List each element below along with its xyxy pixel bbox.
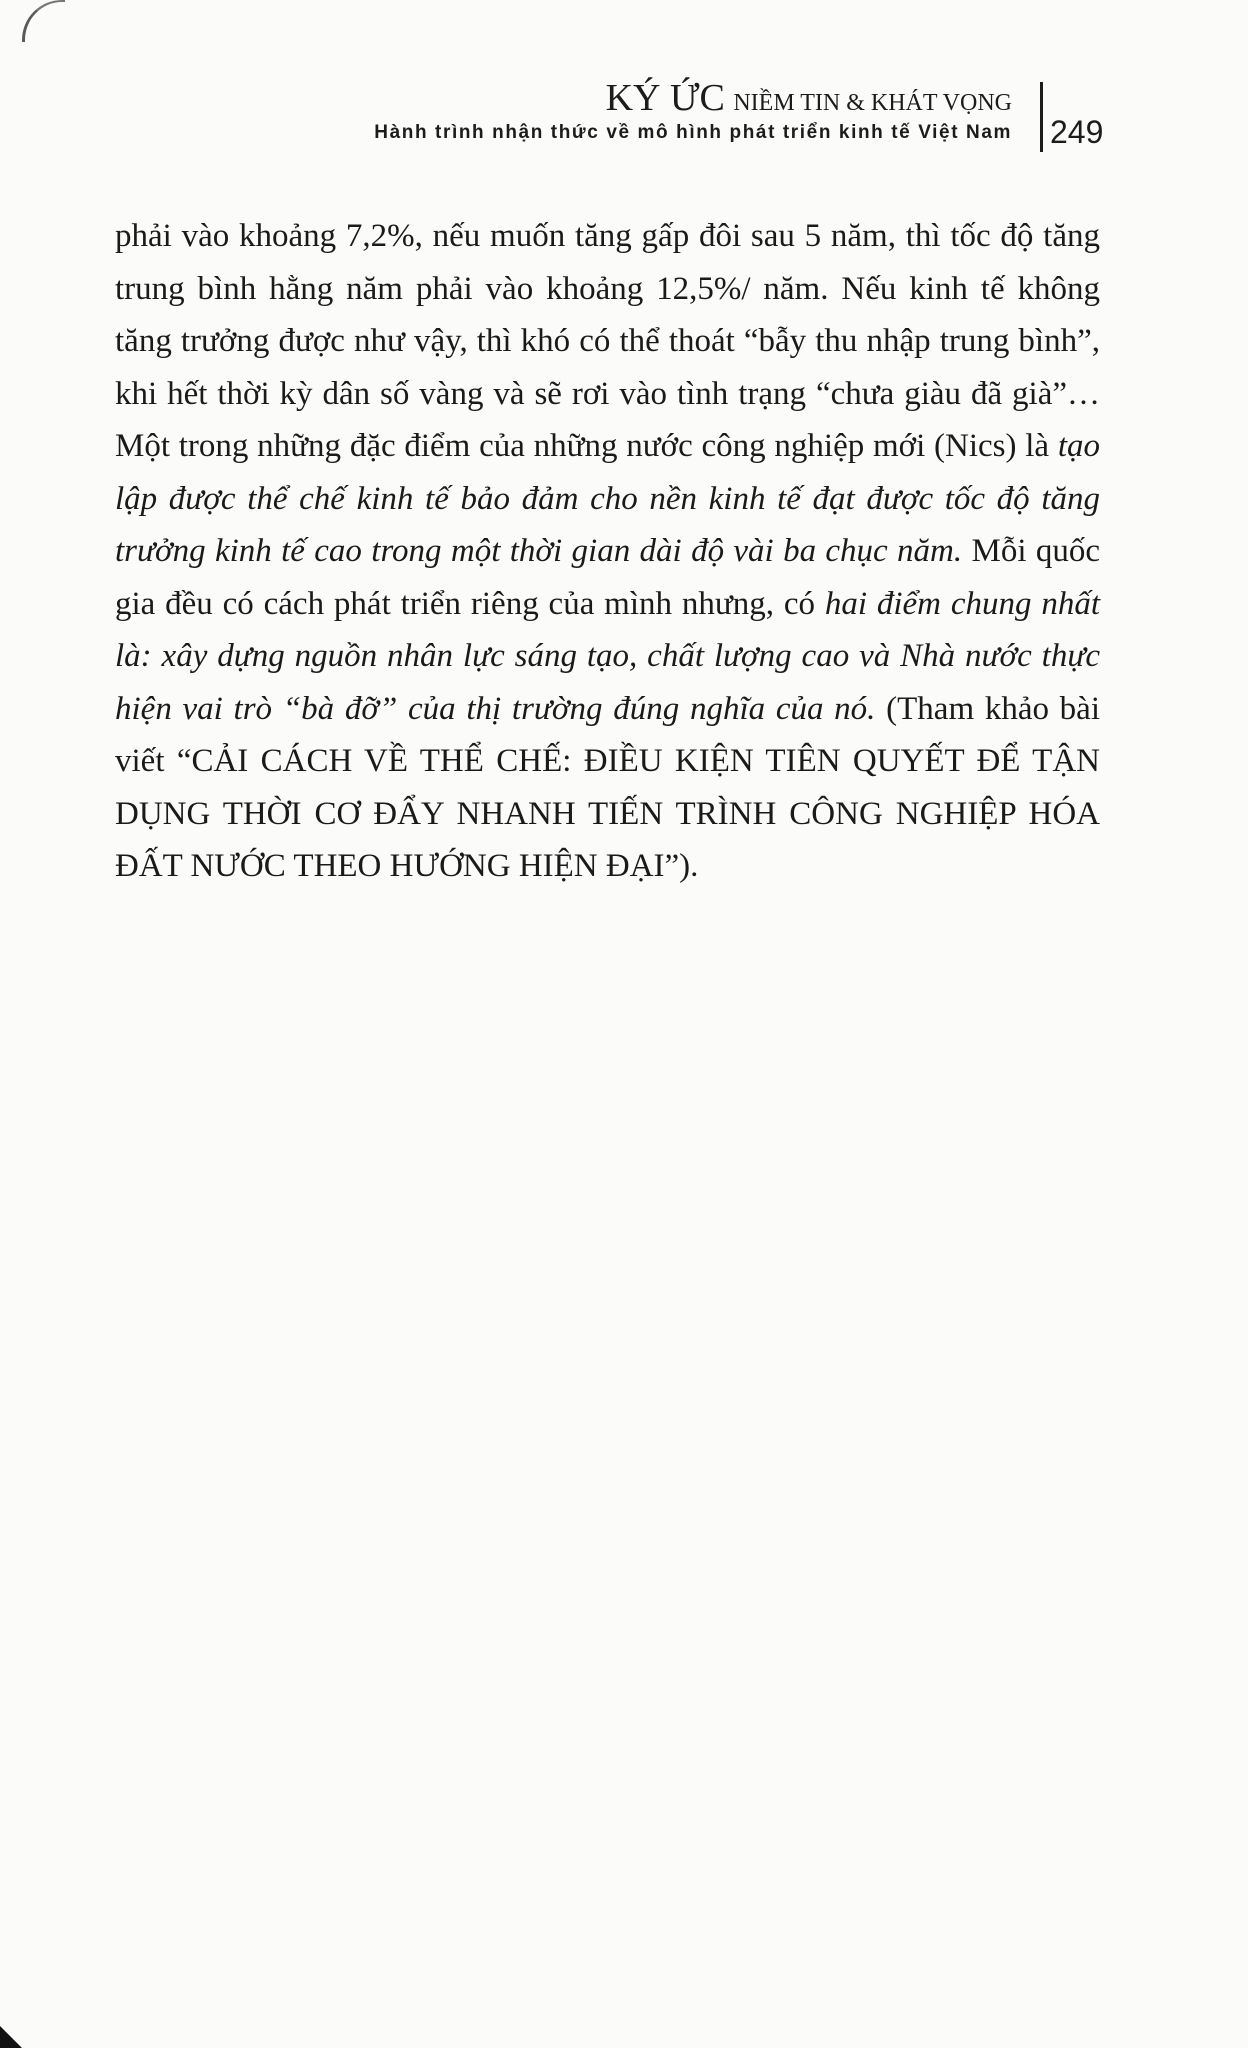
running-header — [0, 76, 1248, 156]
page-curl-top — [22, 0, 65, 42]
page-number: 249 — [1050, 114, 1104, 150]
book-title-main: KÝ ỨC — [605, 77, 725, 119]
italic-segment: hai điểm chung nhất là: xây dựng nguồn nhân lực sáng tạo, chất lượng cao và Nhà nước thực hiện vai trò “bà đỡ” của thị trường đúng nghĩa của nó. — [115, 585, 1100, 727]
body-paragraph — [115, 210, 1100, 893]
page-corner-bottom — [0, 2026, 22, 2048]
book-subtitle: Hành trình nhận thức về mô hình phát triển kinh tế Việt Nam — [374, 122, 1012, 143]
book-title — [606, 76, 1012, 120]
italic-segment: tạo lập được thể chế kinh tế bảo đảm cho nền kinh tế đạt được tốc độ tăng trưởng kinh tế cao trong một thời gian dài độ vài ba chục năm. — [115, 428, 1100, 569]
text-segment: phải vào khoảng 7,2%, nếu muốn tăng gấp đôi sau 5 năm, thì tốc độ tăng trung bình hằng năm phải vào khoảng 12,5%/ năm. Nếu kinh tế không tăng trưởng được như vậy, thì khó có thể thoát “bẫy thu nhập trung bình”, khi hết thời kỳ dân số vàng và sẽ rơi vào tình trạng “chưa giàu đã già”… Một trong những đặc điểm của những nước công nghiệp mới (Nics) là — [115, 218, 1100, 464]
book-title-secondary: NIỀM TIN & KHÁT VỌNG — [733, 90, 1012, 116]
text-segment: (Tham khảo bài viết “CẢI CÁCH VỀ THỂ CHẾ: ĐIỀU KIỆN TIÊN QUYẾT ĐỂ TẬN DỤNG THỜI CƠ ĐẨY NHANH TIẾN TRÌNH CÔNG NGHIỆP HÓA ĐẤT NƯỚC THEO HƯỚNG HIỆN ĐẠI”). — [115, 690, 1100, 884]
header-divider — [1040, 82, 1043, 152]
text-segment: Mỗi quốc gia đều có cách phát triển riêng của mình nhưng, có — [115, 533, 1100, 622]
